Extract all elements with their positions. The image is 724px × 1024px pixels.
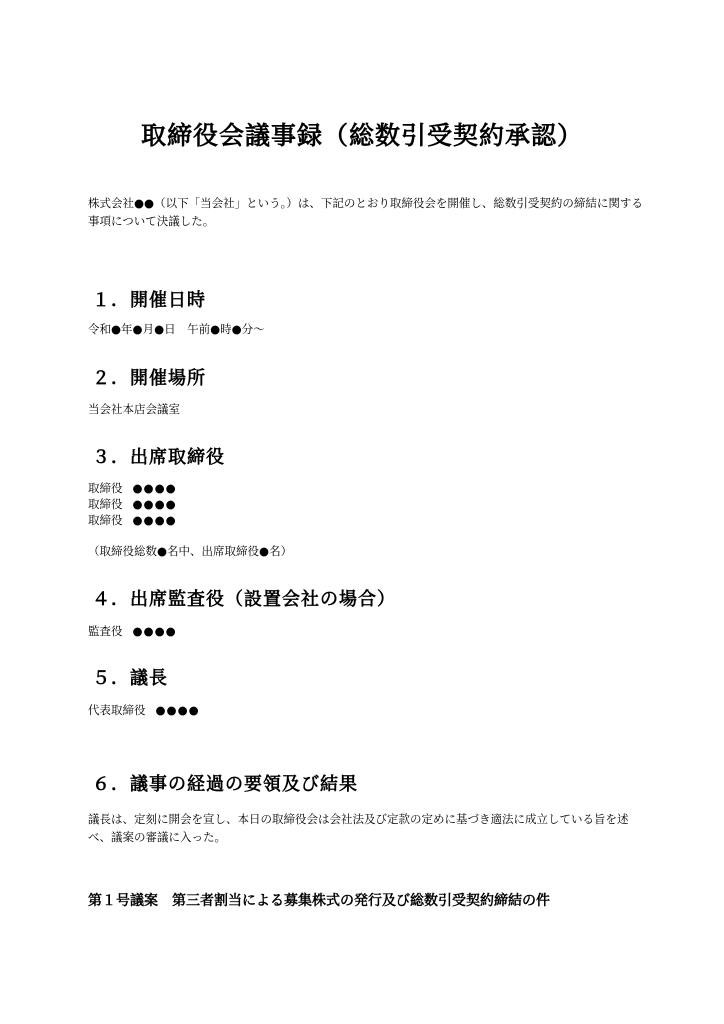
attending-directors-list <box>88 480 177 528</box>
meeting-datetime: 令和●年●月●日 午前●時●分～ <box>88 322 265 336</box>
director-label: 取締役 <box>88 513 123 527</box>
director-name: ●●●● <box>132 513 177 527</box>
section-6-heading: ６．議事の経過の要領及び結果 <box>92 774 358 795</box>
meeting-place: 当会社本店会議室 <box>88 402 180 416</box>
intro-paragraph: 株式会社●●（以下「当会社」という。）は、下記のとおり取締役会を開催し、総数引受契約の締結に関する事項について決議した。 <box>88 196 643 228</box>
chairperson-label: 代表取締役 <box>88 703 146 717</box>
agenda-item-1-heading: 第１号議案 第三者割当による募集株式の発行及び総数引受契約締結の件 <box>88 893 550 909</box>
director-row <box>88 496 177 512</box>
section-4-heading: ４．出席監査役（設置会社の場合） <box>92 589 396 610</box>
director-label: 取締役 <box>88 481 123 495</box>
chairperson-name: ●●●● <box>155 703 200 717</box>
auditor-name: ●●●● <box>132 624 177 638</box>
section-3-heading: ３．出席取締役 <box>92 447 225 468</box>
director-count-note: （取締役総数●名中、出席取締役●名） <box>88 544 293 558</box>
section-2-heading: ２．開催場所 <box>92 368 206 389</box>
document-title: 取締役会議事録（総数引受契約承認） <box>140 121 583 150</box>
director-row <box>88 480 177 496</box>
section-5-heading: ５．議長 <box>92 668 168 689</box>
director-row <box>88 512 177 528</box>
proceedings-paragraph: 議長は、定刻に開会を宣し、本日の取締役会は会社法及び定款の定めに基づき適法に成立している旨を述べ、議案の審議に入った。 <box>88 812 629 844</box>
chairperson-row <box>88 702 200 718</box>
auditor-label: 監査役 <box>88 624 123 638</box>
section-1-heading: １．開催日時 <box>92 290 206 311</box>
auditor-row <box>88 623 177 639</box>
director-label: 取締役 <box>88 497 123 511</box>
director-name: ●●●● <box>132 481 177 495</box>
director-name: ●●●● <box>132 497 177 511</box>
